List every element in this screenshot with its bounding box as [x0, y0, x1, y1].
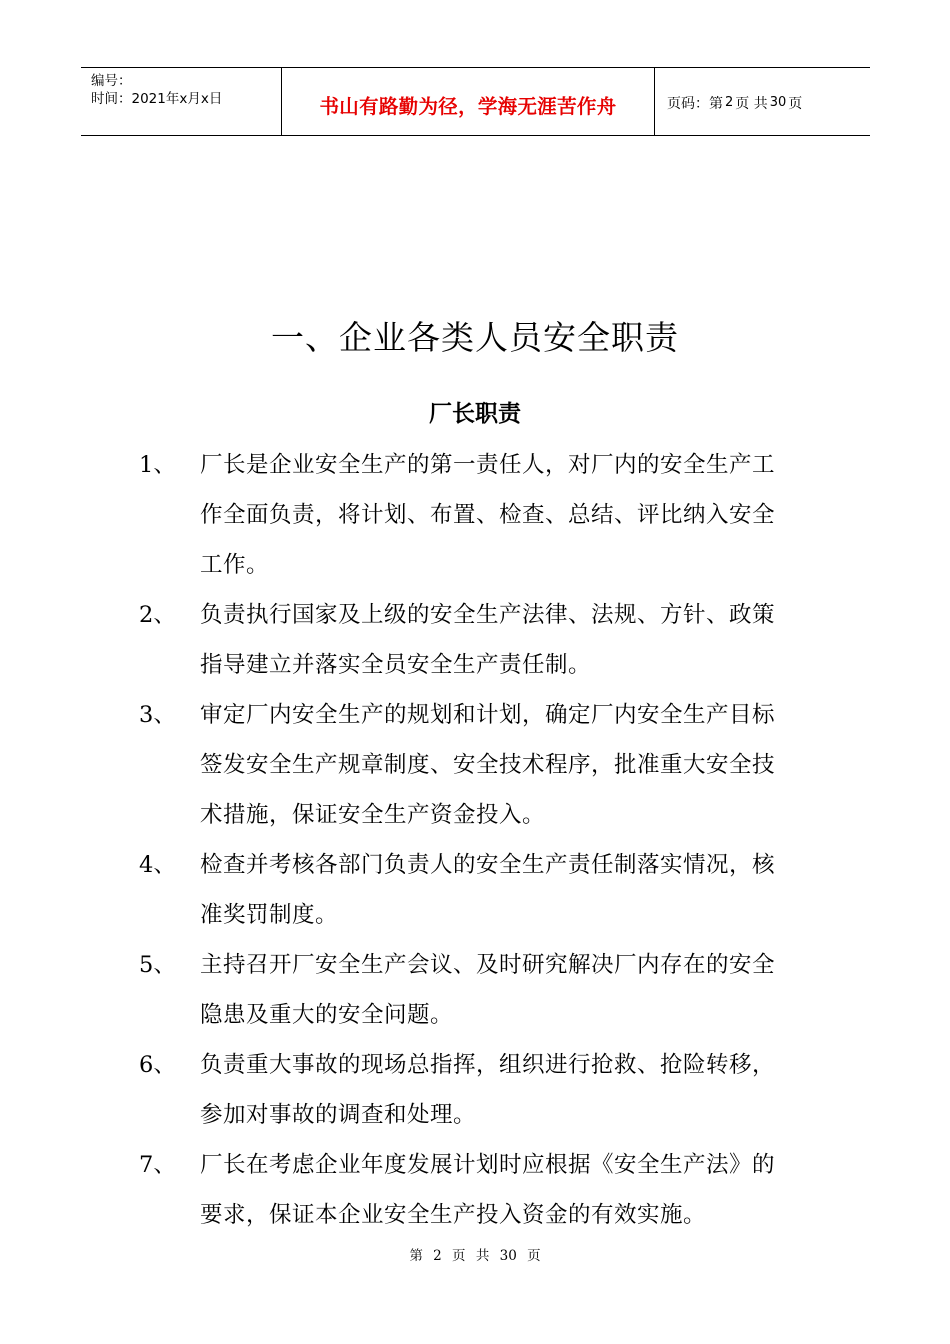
- list-item: [139, 690, 829, 840]
- list-item: [139, 440, 829, 590]
- item-number: 3、: [139, 702, 176, 728]
- page-current: 2: [725, 95, 734, 110]
- item-number: 2、: [139, 602, 176, 628]
- item-text: [200, 1040, 829, 1140]
- item-line: 负责执行国家及上级的安全生产法律、法规、方针、政策: [200, 602, 776, 628]
- item-line: 签发安全生产规章制度、安全技术程序，批准重大安全技: [200, 752, 776, 778]
- item-text: [200, 440, 829, 590]
- item-line: 检查并考核各部门负责人的安全生产责任制落实情况，核: [200, 852, 776, 878]
- page-suffix: 页: [788, 95, 803, 112]
- time-label: 时间：2021年x月x日: [91, 91, 223, 107]
- page-header: [81, 67, 870, 136]
- item-line: 参加对事故的调查和处理。: [200, 1102, 477, 1128]
- section-subtitle: 厂长职责: [429, 400, 521, 427]
- item-line: 审定厂内安全生产的规划和计划，确定厂内安全生产目标: [200, 702, 776, 728]
- item-line: 要求，保证本企业安全生产投入资金的有效实施。: [200, 1202, 707, 1228]
- document-title: 一、企业各类人员安全职责: [271, 318, 679, 357]
- page-total: 30: [769, 95, 787, 110]
- list-item: [139, 940, 829, 1040]
- item-number: 7、: [139, 1152, 176, 1178]
- item-line: 隐患及重大的安全问题。: [200, 1002, 454, 1028]
- list-item: [139, 590, 829, 690]
- header-meta: [81, 68, 282, 135]
- item-line: 工作。: [200, 552, 270, 578]
- list-item: [139, 1040, 829, 1140]
- item-line: 主持召开厂安全生产会议、及时研究解决厂内存在的安全: [200, 952, 776, 978]
- item-line: 厂长在考虑企业年度发展计划时应根据《安全生产法》的: [200, 1152, 776, 1178]
- item-number: 6、: [139, 1052, 176, 1078]
- item-text: [200, 590, 829, 690]
- item-text: [200, 1140, 829, 1240]
- item-text: [200, 690, 829, 840]
- page-prefix: 页码：第: [667, 95, 723, 112]
- list-item: [139, 1140, 829, 1240]
- item-line: 作全面负责，将计划、布置、检查、总结、评比纳入安全: [200, 502, 776, 528]
- header-page-info: [655, 68, 870, 135]
- number-label: 编号：: [91, 73, 132, 89]
- duty-list: [139, 440, 829, 1240]
- item-number: 4、: [139, 852, 176, 878]
- item-text: [200, 940, 829, 1040]
- item-text: [200, 840, 829, 940]
- header-motto: 书山有路勤为径，学海无涯苦作舟: [282, 68, 655, 135]
- list-item: [139, 840, 829, 940]
- item-number: 5、: [139, 952, 176, 978]
- item-number: 1、: [139, 452, 176, 478]
- item-line: 负责重大事故的现场总指挥，组织进行抢救、抢险转移，: [200, 1052, 776, 1078]
- item-line: 术措施，保证安全生产资金投入。: [200, 802, 546, 828]
- item-line: 厂长是企业安全生产的第一责任人，对厂内的安全生产工: [200, 452, 776, 478]
- page-mid: 页 共: [735, 95, 768, 112]
- page-footer: 第 2 页 共 30 页: [409, 1248, 541, 1264]
- item-line: 指导建立并落实全员安全生产责任制。: [200, 652, 592, 678]
- item-line: 准奖罚制度。: [200, 902, 339, 928]
